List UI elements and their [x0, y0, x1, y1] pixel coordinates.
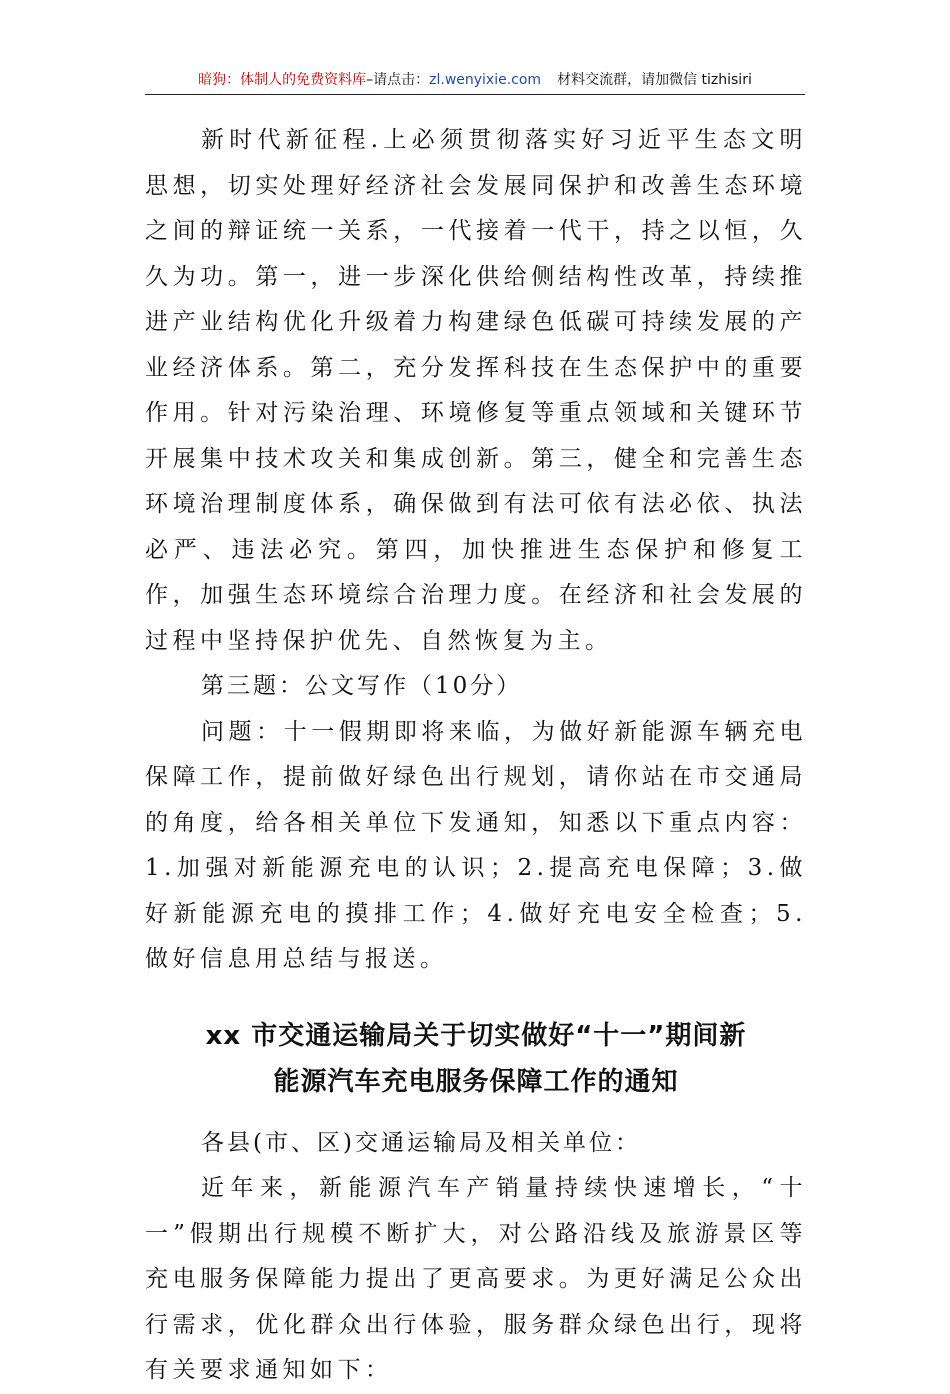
document-body: [145, 118, 807, 1394]
notice-title-line-1: xx 市交通运输局关于切实做好“十一”期间新: [205, 1020, 747, 1051]
question-heading: 第三题：公文写作（10分）: [201, 673, 523, 699]
header-brand: 暗狗：体制人的免费资料库: [198, 72, 367, 88]
question-text: 问题：十一假期即将来临，为做好新能源车辆充电保障工作，提前做好绿色出行规划，请你站在市交通局的角度，给各相关单位下发通知，知悉以下重点内容：1.加强对新能源充电的认识；2.提高充电保障；3.做好新能源充电的摸排工作；4.做好充电安全检查；5.做好信息用总结与报送。: [145, 718, 807, 972]
header-contact: 材料交流群，请加微信 tizhisiri: [557, 72, 752, 88]
notice-title: [145, 1013, 807, 1105]
page-header: [145, 66, 805, 95]
header-click-prefix: –请点击：: [366, 72, 430, 88]
header-url-link[interactable]: zl.wenyixie.com: [429, 72, 542, 88]
essay-paragraph: 新时代新征程.上必须贯彻落实好习近平生态文明思想，切实处理好经济社会发展同保护和改善生态环境之间的辩证统一关系，一代接着一代干，持之以恒，久久为功。第一，进一步深化供给侧结构性改革，持续推进产业结构优化升级着力构建绿色低碳可持续发展的产业经济体系。第二，充分发挥科技在生态保护中的重要作用。针对污染治理、环境修复等重点领域和关键环节开展集中技术攻关和集成创新。第三，健全和完善生态环境治理制度体系，确保做到有法可依有法必依、执法必严、违法必究。第四，加快推进生态保护和修复工作，加强生态环境综合治理力度。在经济和社会发展的过程中坚持保护优先、自然恢复为主。: [145, 127, 807, 654]
notice-title-line-2: 能源汽车充电服务保障工作的通知: [273, 1066, 679, 1097]
notice-intro-paragraph: 近年来，新能源汽车产销量持续快速增长，“十一”假期出行规模不断扩大，对公路沿线及旅游景区等充电服务保障能力提出了更高要求。为更好满足公众出行需求，优化群众出行体验，服务群众绿色出行，现将有关要求通知如下：: [145, 1175, 807, 1383]
notice-salutation: 各县(市、区)交通运输局及相关单位：: [201, 1129, 641, 1156]
